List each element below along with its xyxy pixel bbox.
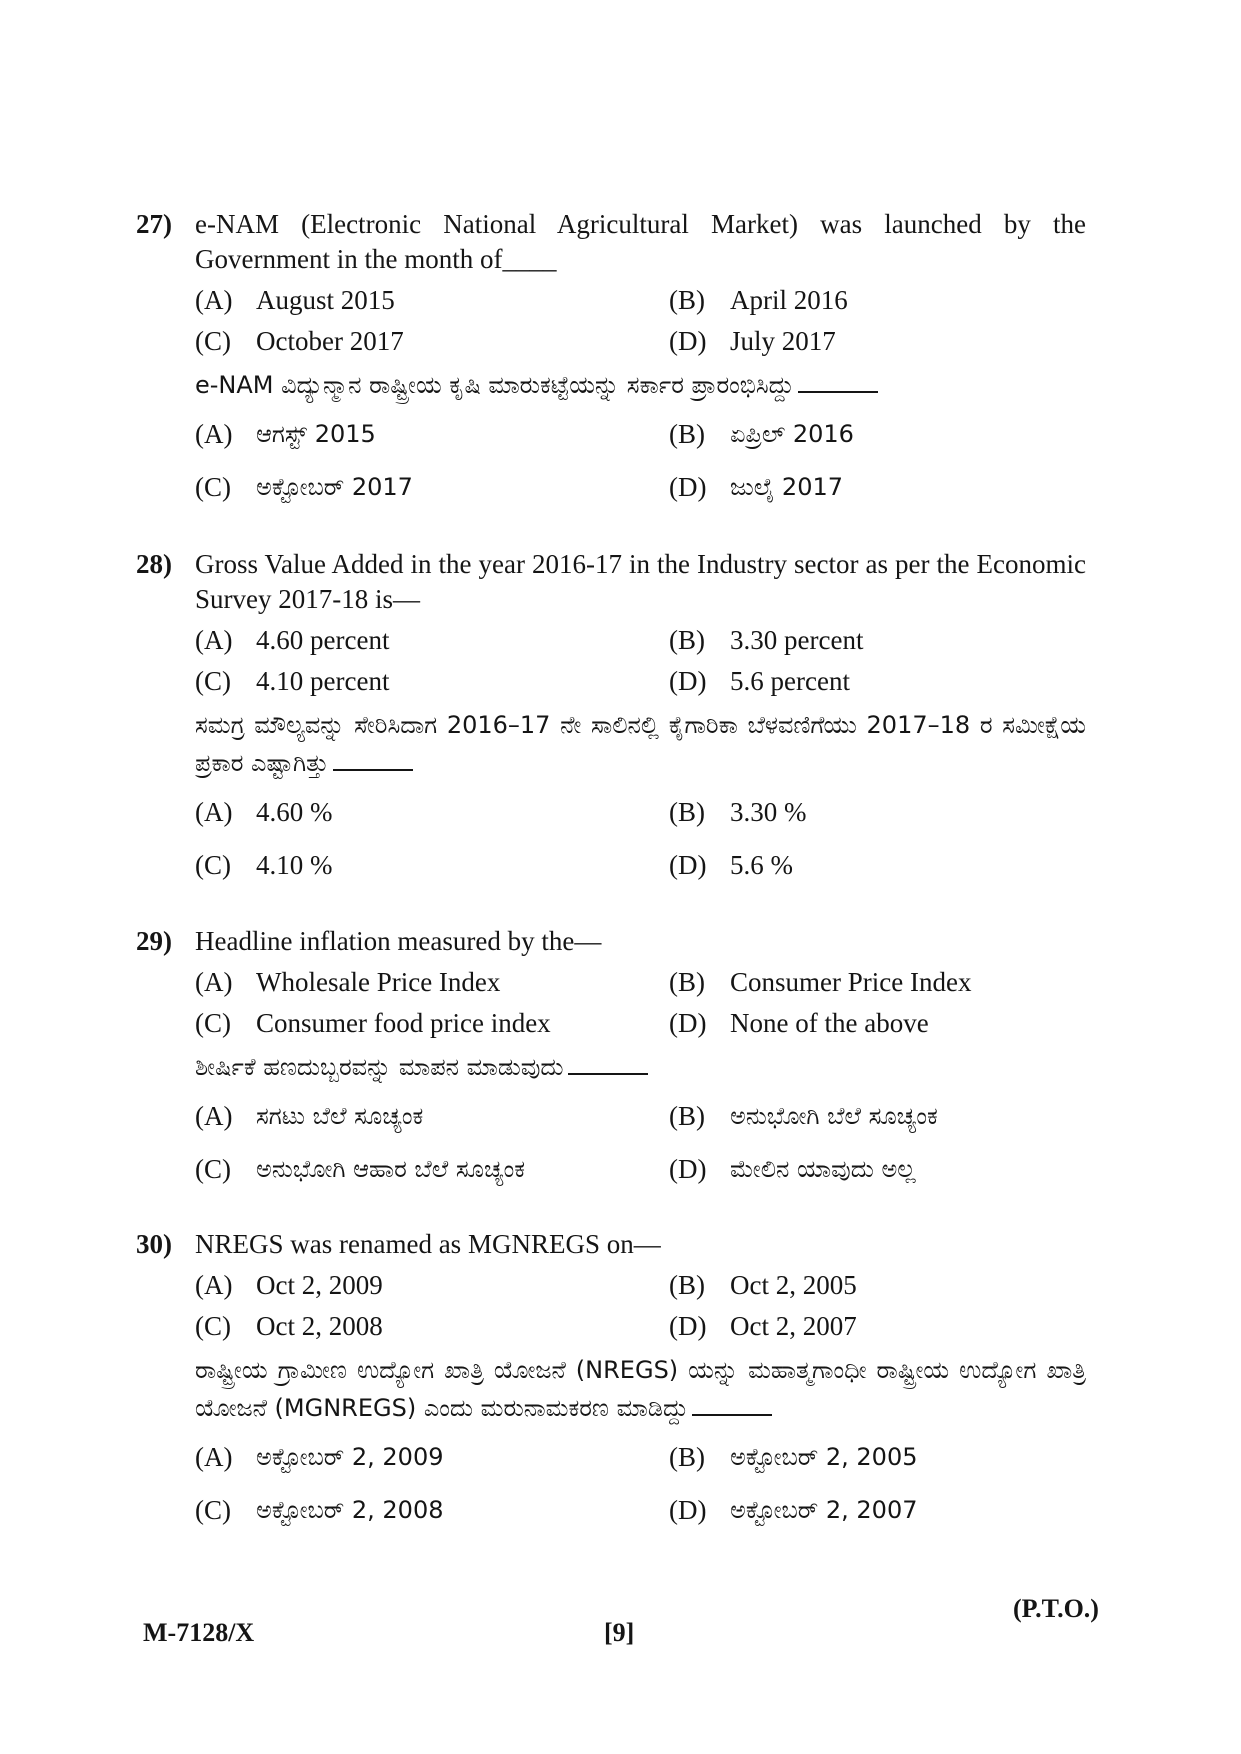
question-30: [136, 1227, 1086, 1528]
question-27: [136, 207, 1086, 505]
english-options: [195, 1267, 1086, 1344]
kn-option-a: (A) ಆಗಸ್ಟ್ 2015: [195, 419, 376, 449]
question-28: [136, 547, 1086, 883]
english-options: [195, 964, 1086, 1041]
kannada-options: [195, 416, 1086, 505]
option-d: (D) July 2017: [669, 326, 836, 356]
question-29: [136, 924, 1086, 1187]
option-c: (C) 4.10 percent: [195, 666, 390, 696]
question-stem: 30) NREGS was renamed as MGNREGS on—: [136, 1227, 1086, 1262]
answer-blank: [568, 1059, 648, 1075]
option-b: (B) April 2016: [669, 285, 848, 315]
option-c: (C) Consumer food price index: [195, 1008, 551, 1038]
kn-option-a: (A) ಸಗಟು ಬೆಲೆ ಸೂಚ್ಯಂಕ: [195, 1101, 424, 1131]
kannada-options: [195, 1098, 1086, 1187]
option-a: (A) August 2015: [195, 285, 395, 315]
kn-option-b: (B) 3.30 %: [669, 797, 807, 827]
kn-option-a: (A) 4.60 %: [195, 797, 333, 827]
question-number: 29): [136, 926, 172, 956]
option-b: (B) Oct 2, 2005: [669, 1270, 857, 1300]
kn-option-c: (C) ಅಕ್ಟೋಬರ್ 2, 2008: [195, 1495, 444, 1525]
option-b: (B) 3.30 percent: [669, 625, 864, 655]
question-stem: 29) Headline inflation measured by the—: [136, 924, 1086, 959]
option-b: (B) Consumer Price Index: [669, 967, 972, 997]
kannada-stem: ಸಮಗ್ರ ಮೌಲ್ಯವನ್ನು ಸೇರಿಸಿದಾಗ 2016–17 ನೇ ಸಾಲಿನಲ್ಲಿ ಕೈಗಾರಿಕಾ ಬೆಳವಣಿಗೆಯು 2017–18 ರ ಸಮೀಕ್ಷೆಯ ಪ್ರಕಾರ ಎಷ್ಟಾಗಿತ್ತು: [195, 711, 1086, 777]
kn-option-c: (C) ಅನುಭೋಗಿ ಆಹಾರ ಬೆಲೆ ಸೂಚ್ಯಂಕ: [195, 1154, 526, 1184]
option-a: (A) Oct 2, 2009: [195, 1270, 383, 1300]
kn-option-b: (B) ಅಕ್ಟೋಬರ್ 2, 2005: [669, 1442, 918, 1472]
kn-option-a: (A) ಅಕ್ಟೋಬರ್ 2, 2009: [195, 1442, 444, 1472]
kannada-options: [195, 1439, 1086, 1528]
kn-option-c: (C) ಅಕ್ಟೋಬರ್ 2017: [195, 472, 413, 502]
kannada-stem: ರಾಷ್ಟ್ರೀಯ ಗ್ರಾಮೀಣ ಉದ್ಯೋಗ ಖಾತ್ರಿ ಯೋಜನೆ (NREGS) ಯನ್ನು ಮಹಾತ್ಮಗಾಂಧೀ ರಾಷ್ಟ್ರೀಯ ಉದ್ಯೋಗ ಖಾತ್ರಿ ಯೋಜನೆ (MGNREGS) ಎಂದು ಮರುನಾಮಕರಣ ಮಾಡಿದ್ದು: [195, 1356, 1086, 1422]
question-number: 30): [136, 1229, 172, 1259]
option-d: (D) 5.6 percent: [669, 666, 850, 696]
page-number: [9]: [604, 1618, 635, 1647]
kn-option-d: (D) 5.6 %: [669, 850, 793, 880]
kn-option-b: (B) ಏಪ್ರಿಲ್ 2016: [669, 419, 854, 449]
question-number: 27): [136, 209, 172, 239]
kn-option-d: (D) ಮೇಲಿನ ಯಾವುದು ಅಲ್ಲ: [669, 1154, 916, 1184]
option-a: (A) 4.60 percent: [195, 625, 390, 655]
option-d: (D) None of the above: [669, 1008, 929, 1038]
english-options: [195, 622, 1086, 699]
question-number: 28): [136, 549, 172, 579]
question-stem: 28) Gross Value Added in the year 2016-17 in the Industry sector as per the Economic Survey 2017-18 is—: [136, 549, 1086, 614]
kn-option-c: (C) 4.10 %: [195, 850, 333, 880]
answer-blank: [692, 1400, 772, 1416]
kn-option-b: (B) ಅನುಭೋಗಿ ಬೆಲೆ ಸೂಚ್ಯಂಕ: [669, 1101, 938, 1131]
question-stem: 27) e-NAM (Electronic National Agricultural Market) was launched by the Government in the month of____: [136, 209, 1086, 274]
kannada-stem: ಶೀರ್ಷಿಕೆ ಹಣದುಬ್ಬರವನ್ನು ಮಾಪನ ಮಾಡುವುದು: [195, 1048, 1086, 1086]
option-c: (C) Oct 2, 2008: [195, 1311, 383, 1341]
paper-code: M-7128/X: [143, 1618, 255, 1647]
option-a: (A) Wholesale Price Index: [195, 967, 501, 997]
kn-option-d: (D) ಜುಲೈ 2017: [669, 472, 844, 502]
english-options: [195, 282, 1086, 359]
kannada-options: [195, 794, 1086, 883]
kannada-stem: e-NAM ವಿದ್ಯುನ್ಮಾನ ರಾಷ್ಟ್ರೀಯ ಕೃಷಿ ಮಾರುಕಟ್ಟೆಯನ್ನು ಸರ್ಕಾರ ಪ್ರಾರಂಭಿಸಿದ್ದು: [195, 366, 1086, 404]
answer-blank: [798, 377, 878, 393]
kn-option-d: (D) ಅಕ್ಟೋಬರ್ 2, 2007: [669, 1495, 918, 1525]
option-d: (D) Oct 2, 2007: [669, 1311, 857, 1341]
please-turn-over: (P.T.O.): [1013, 1594, 1099, 1623]
option-c: (C) October 2017: [195, 326, 404, 356]
answer-blank: [333, 755, 413, 771]
